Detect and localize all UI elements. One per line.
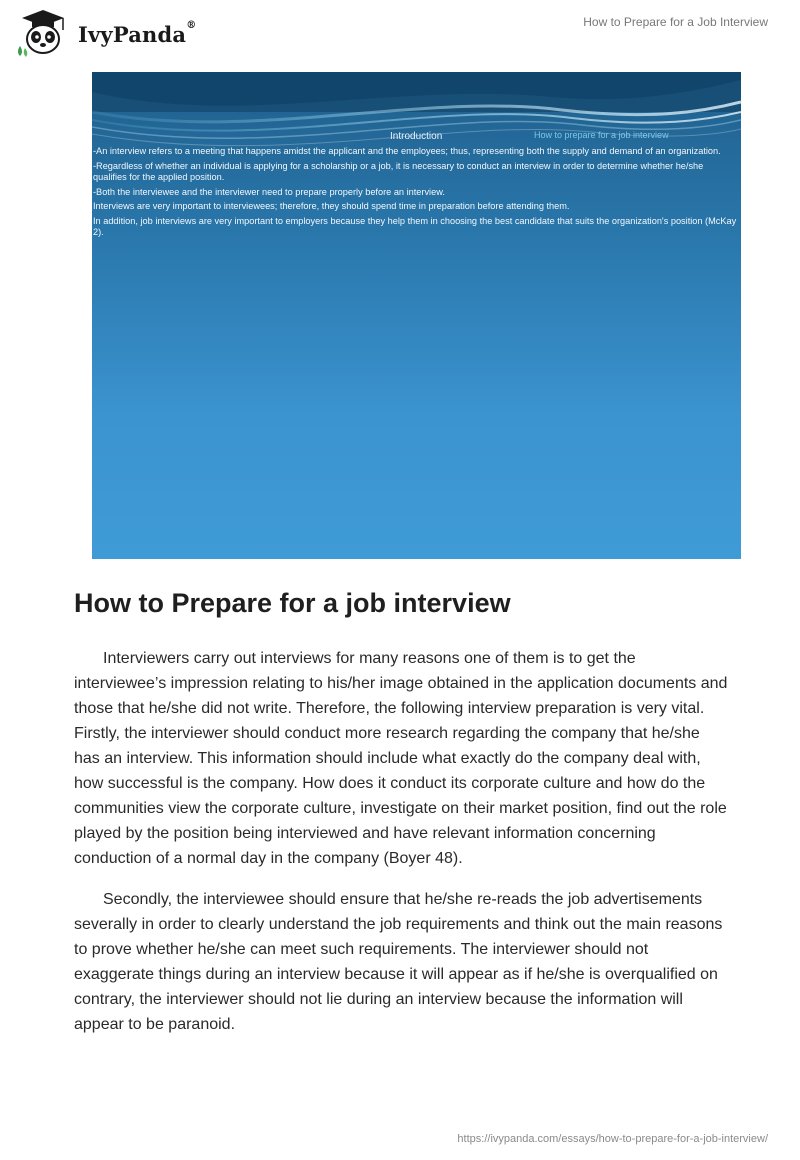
slide-bullet: -An interview refers to a meeting that happens amidst the applicant and the employees; thus, representing both the supply and demand of an organization. — [93, 146, 721, 156]
footer-source-url[interactable]: https://ivypanda.com/essays/how-to-prepare-for-a-job-interview/ — [457, 1133, 768, 1145]
slide-bullet: -Both the interviewee and the interviewer need to prepare properly before an interview. — [93, 186, 445, 197]
page-header — [0, 0, 800, 60]
slide-subtitle: How to prepare for a job interview — [534, 130, 669, 140]
panda-logo-icon — [14, 8, 72, 58]
article-paragraph: Interviewers carry out interviews for many reasons one of them is to get the interviewee’s impression relating to his/her image obtained in the application documents and those that he/she did not write. Therefore, the following interview preparation is very vital. Firstly, the interviewer should conduct more research regarding the company that he/she has an interview. This information should include what exactly do the company deal with, how successful is the company. How does it conduct its corporate culture and how do the communities view the corporate culture, investigate on their market position, find out the role played by the position being interviewed and have relevant information concerning conduction of a normal day in the company (Boyer 48). — [74, 650, 728, 867]
header-document-title: How to Prepare for a Job Interview — [583, 15, 768, 29]
slide-bullet: In addition, job interviews are very important to employers because they help them in choosing the best candidate that suits the organization's position (McKay 2). — [93, 215, 737, 237]
article-title: How to Prepare for a job interview — [74, 588, 511, 618]
slide-heading: Introduction — [390, 131, 443, 142]
slide-bullet: Interviews are very important to interviewees; therefore, they should spend time in preparation before attending them. — [93, 201, 570, 211]
logo-text: IvyPanda® — [78, 19, 197, 47]
site-logo[interactable] — [14, 8, 196, 58]
presentation-slide-image — [92, 72, 741, 559]
slide-bullet-list — [92, 146, 737, 242]
article-paragraph: Secondly, the interviewee should ensure that he/she re-reads the job advertisements severally in order to clearly understand the job requirements and think out the main reasons to prove whether he/she can meet such requirements. The interviewer should not exaggerate things during an interview because it will appear as if he/she is overqualified on contrary, the interviewer should not lie during an interview because the information will appear to be paranoid. — [74, 891, 723, 1033]
slide-bullet: -Regardless of whether an individual is applying for a scholarship or a job, it is necessary to conduct an interview in order to determine whether he/she qualifies for the applied position. — [93, 160, 704, 182]
